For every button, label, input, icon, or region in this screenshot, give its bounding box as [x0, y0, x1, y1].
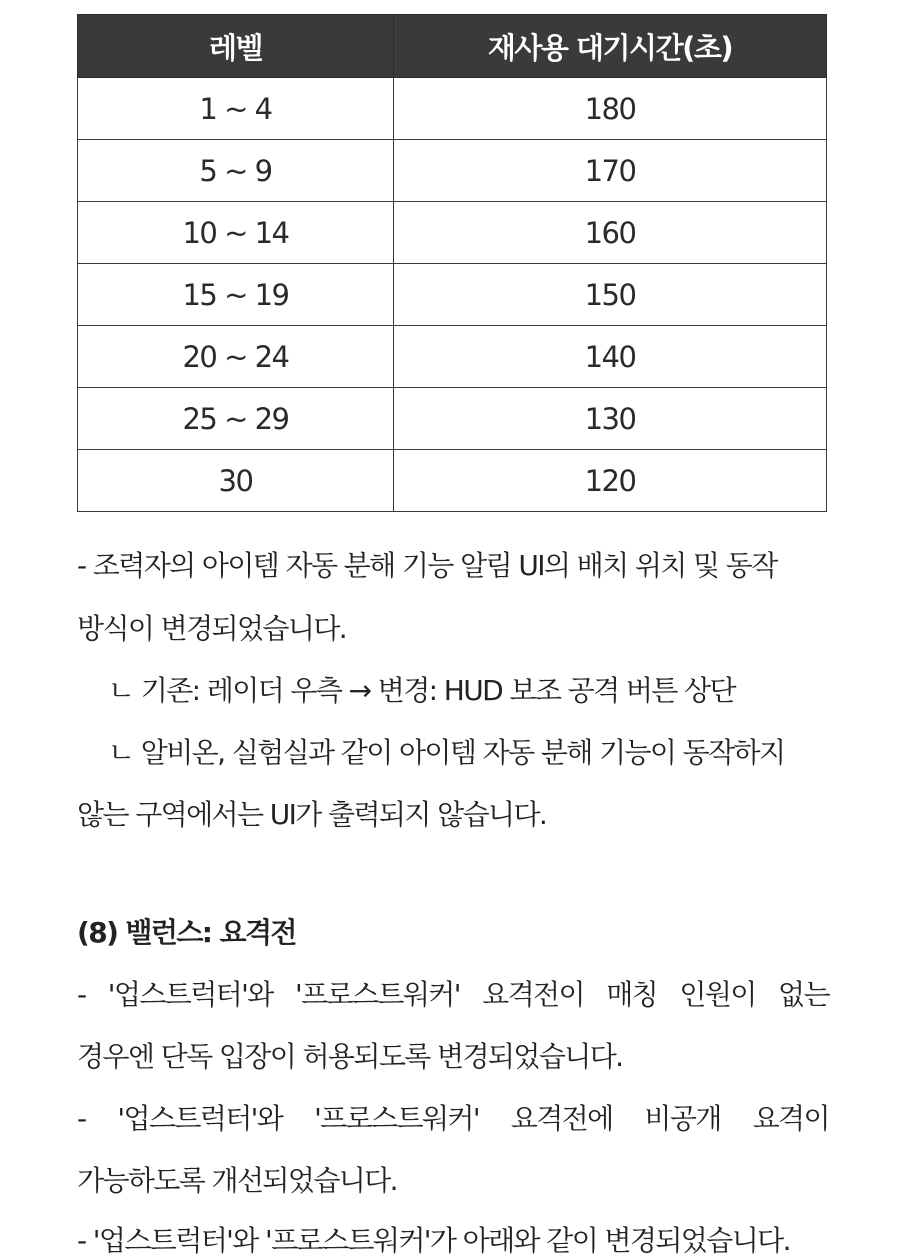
header-cooldown: 재사용 대기시간(초)	[394, 15, 827, 78]
section-item-2	[77, 1100, 829, 1138]
word: 요격전이	[482, 978, 584, 1011]
table-row	[78, 388, 827, 450]
word: -	[77, 1102, 86, 1135]
cooldown-table	[77, 14, 827, 512]
table-row	[78, 78, 827, 140]
word: -	[77, 978, 86, 1011]
cooldown-cell: 150	[394, 264, 827, 326]
word: 요격이	[752, 1102, 829, 1135]
word: 요격전에	[510, 1102, 613, 1135]
word: 비공개	[644, 1102, 721, 1135]
table-row	[78, 264, 827, 326]
word: '프로스트워커'	[314, 1102, 479, 1135]
section-heading: (8) 밸런스: 요격전	[77, 916, 296, 949]
level-cell: 1 ~ 4	[78, 78, 394, 140]
level-cell: 15 ~ 19	[78, 264, 394, 326]
level-cell: 30	[78, 450, 394, 512]
section-item-1-cont: 경우엔 단독 입장이 허용되도록 변경되었습니다.	[77, 1040, 623, 1073]
cooldown-cell: 140	[394, 326, 827, 388]
cooldown-cell: 170	[394, 140, 827, 202]
section-item-3: - '업스트럭터'와 '프로스트워커'가 아래와 같이 변경되었습니다.	[77, 1224, 790, 1257]
note-sub-1: ㄴ 기존: 레이더 우측 → 변경: HUD 보조 공격 버튼 상단	[108, 674, 735, 707]
word: '업스트럭터'와	[117, 1102, 283, 1135]
cooldown-cell: 160	[394, 202, 827, 264]
cooldown-cell: 120	[394, 450, 827, 512]
table-row	[78, 450, 827, 512]
cooldown-cell: 130	[394, 388, 827, 450]
note-sub-2b: 않는 구역에서는 UI가 출력되지 않습니다.	[77, 798, 547, 831]
section-item-1	[77, 976, 829, 1014]
table-header-row	[78, 15, 827, 78]
level-cell: 5 ~ 9	[78, 140, 394, 202]
table-row	[78, 326, 827, 388]
patch-notes	[77, 14, 829, 1257]
word: 매칭	[606, 978, 658, 1011]
note-line-1: - 조력자의 아이템 자동 분해 기능 알림 UI의 배치 위치 및 동작	[77, 549, 777, 582]
word: 없는	[778, 978, 829, 1011]
cooldown-cell: 180	[394, 78, 827, 140]
note-line-2: 방식이 변경되었습니다.	[77, 612, 347, 645]
header-level: 레벨	[78, 15, 394, 78]
level-cell: 10 ~ 14	[78, 202, 394, 264]
table-row	[78, 140, 827, 202]
word: 인원이	[679, 978, 756, 1011]
word: '프로스트워커'	[294, 978, 460, 1011]
section-item-2-cont: 가능하도록 개선되었습니다.	[77, 1164, 397, 1197]
level-cell: 20 ~ 24	[78, 326, 394, 388]
word: '업스트럭터'와	[107, 978, 273, 1011]
table-row	[78, 202, 827, 264]
note-sub-2a: ㄴ 알비온, 실험실과 같이 아이템 자동 분해 기능이 동작하지	[108, 736, 785, 769]
level-cell: 25 ~ 29	[78, 388, 394, 450]
